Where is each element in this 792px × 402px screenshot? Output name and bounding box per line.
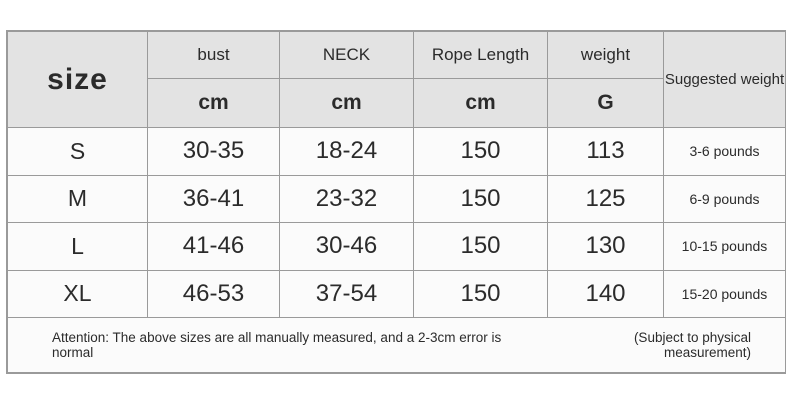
table-row [8, 270, 786, 318]
cell-size: XL [8, 270, 148, 318]
cell-neck: 18-24 [280, 128, 414, 176]
unit-neck: cm [280, 78, 414, 128]
cell-suggested-weight: 15-20 pounds [664, 270, 786, 318]
cell-size: S [8, 128, 148, 176]
cell-bust: 46-53 [148, 270, 280, 318]
cell-rope-length: 150 [414, 128, 548, 176]
header-size: size [8, 32, 148, 128]
cell-weight: 125 [548, 175, 664, 223]
header-rope-length: Rope Length [414, 32, 548, 79]
cell-suggested-weight: 3-6 pounds [664, 128, 786, 176]
header-bust: bust [148, 32, 280, 79]
footer-note-text: Attention: The above sizes are all manually measured, and a 2-3cm error is normal [52, 330, 502, 361]
cell-neck: 23-32 [280, 175, 414, 223]
header-weight: weight [548, 32, 664, 79]
footer-note-disclaimer: (Subject to physical measurement) [633, 330, 751, 361]
unit-rope-length: cm [414, 78, 548, 128]
table-row [8, 175, 786, 223]
cell-rope-length: 150 [414, 175, 548, 223]
cell-neck: 30-46 [280, 223, 414, 271]
cell-size: L [8, 223, 148, 271]
cell-weight: 140 [548, 270, 664, 318]
cell-suggested-weight: 6-9 pounds [664, 175, 786, 223]
unit-weight: G [548, 78, 664, 128]
cell-suggested-weight: 10-15 pounds [664, 223, 786, 271]
table-row [8, 223, 786, 271]
cell-size: M [8, 175, 148, 223]
cell-bust: 30-35 [148, 128, 280, 176]
cell-bust: 36-41 [148, 175, 280, 223]
table-row [8, 128, 786, 176]
header-suggested-weight: Suggested weight [664, 32, 786, 128]
table-header-row-labels [8, 32, 786, 79]
cell-bust: 41-46 [148, 223, 280, 271]
cell-neck: 37-54 [280, 270, 414, 318]
footer-note-cell [8, 318, 786, 373]
size-chart-table-container [6, 30, 786, 374]
size-chart-table [7, 31, 786, 373]
cell-rope-length: 150 [414, 223, 548, 271]
cell-weight: 113 [548, 128, 664, 176]
cell-rope-length: 150 [414, 270, 548, 318]
header-neck: NECK [280, 32, 414, 79]
unit-bust: cm [148, 78, 280, 128]
cell-weight: 130 [548, 223, 664, 271]
table-footer-row [8, 318, 786, 373]
